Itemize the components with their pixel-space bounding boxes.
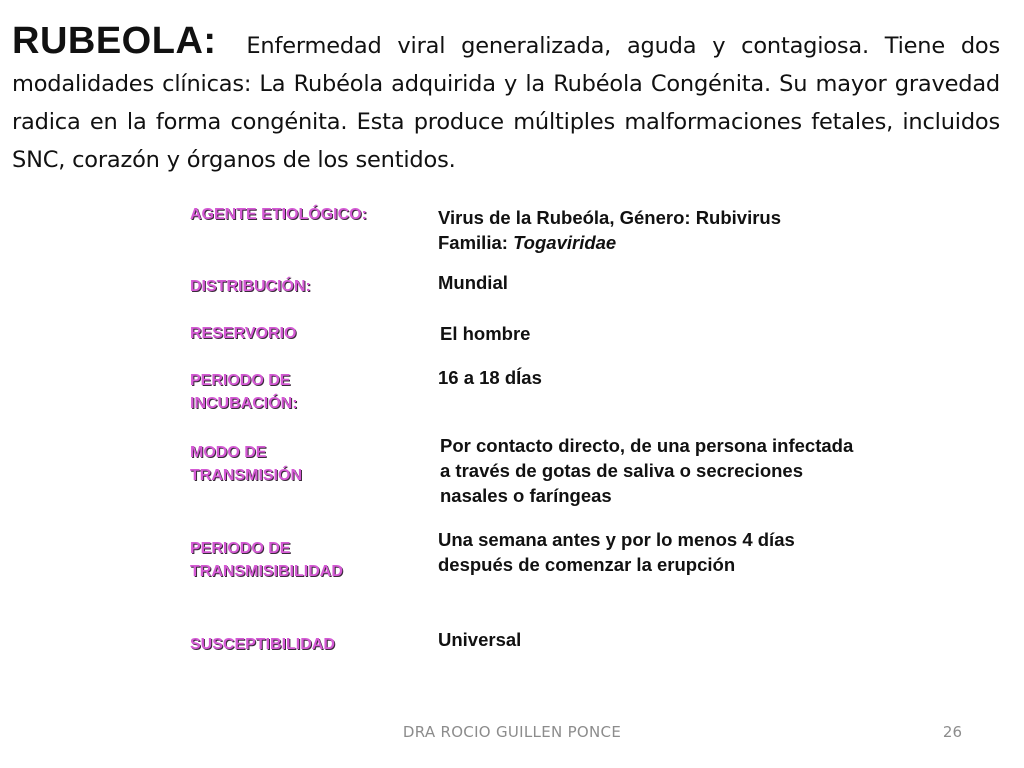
value-susceptibilidad: Universal [438, 629, 522, 650]
label-modo-transmision-line1: MODO DE [190, 444, 267, 461]
label-periodo-transmisibilidad-line2: TRANSMISIBILIDAD [190, 563, 343, 580]
label-periodo-transmisibilidad [190, 537, 430, 583]
value-modo-transmision-line2: a través de gotas de saliva o secreciones [440, 460, 803, 481]
value-distribucion: Mundial [438, 272, 508, 293]
value-reservorio: El hombre [440, 323, 531, 344]
label-periodo-transmisibilidad-line1: PERIODO DE [190, 540, 291, 557]
value-periodo-transmisibilidad-line2: después de comenzar la erupción [438, 554, 736, 575]
value-agente-etiologico [438, 205, 958, 255]
label-distribucion: DISTRIBUCIÓN: [190, 278, 311, 295]
value-periodo-incubacion: 16 a 18 dÍas [438, 367, 542, 388]
value-agente-line1: Virus de la Rubeóla, Género: Rubivirus [438, 207, 782, 228]
value-modo-transmision-line3: nasales o faríngeas [440, 485, 612, 506]
value-periodo-transmisibilidad-line1: Una semana antes y por lo menos 4 días [438, 529, 795, 550]
value-modo-transmision [440, 433, 960, 508]
slide-page-number: 26 [942, 723, 962, 741]
footer-author: DRA ROCIO GUILLEN PONCE [402, 723, 622, 741]
label-periodo-incubacion [190, 369, 430, 415]
label-periodo-incubacion-line1: PERIODO DE [190, 372, 291, 389]
label-susceptibilidad: SUSCEPTIBILIDAD [190, 636, 335, 653]
label-periodo-incubacion-line2: INCUBACIÓN: [190, 395, 298, 412]
value-agente-family-taxon: Togaviridae [513, 232, 617, 253]
label-agente-etiologico: AGENTE ETIOLÓGICO: [190, 206, 367, 223]
value-agente-family-prefix: Familia: [438, 232, 514, 253]
intro-paragraph [12, 22, 1000, 179]
label-modo-transmision [190, 441, 430, 487]
label-modo-transmision-line2: TRANSMISIÓN [190, 467, 302, 484]
value-modo-transmision-line1: Por contacto directo, de una persona infectada [440, 435, 854, 456]
value-agente-line2 [438, 230, 958, 255]
label-reservorio: RESERVORIO [190, 325, 297, 342]
intro-text: Enfermedad viral generalizada, aguda y contagiosa. Tiene dos modalidades clínicas: La Rubéola adquirida y la Rubéola Congénita. Su mayor gravedad radica en la forma congénita. Esta produce múltiples malformaciones fetales, incluidos SNC, corazón y órganos de los sentidos. [12, 33, 1001, 173]
value-periodo-transmisibilidad [438, 527, 958, 577]
slide-heading: RUBEOLA: [12, 20, 217, 62]
slide-footer [0, 723, 1024, 745]
